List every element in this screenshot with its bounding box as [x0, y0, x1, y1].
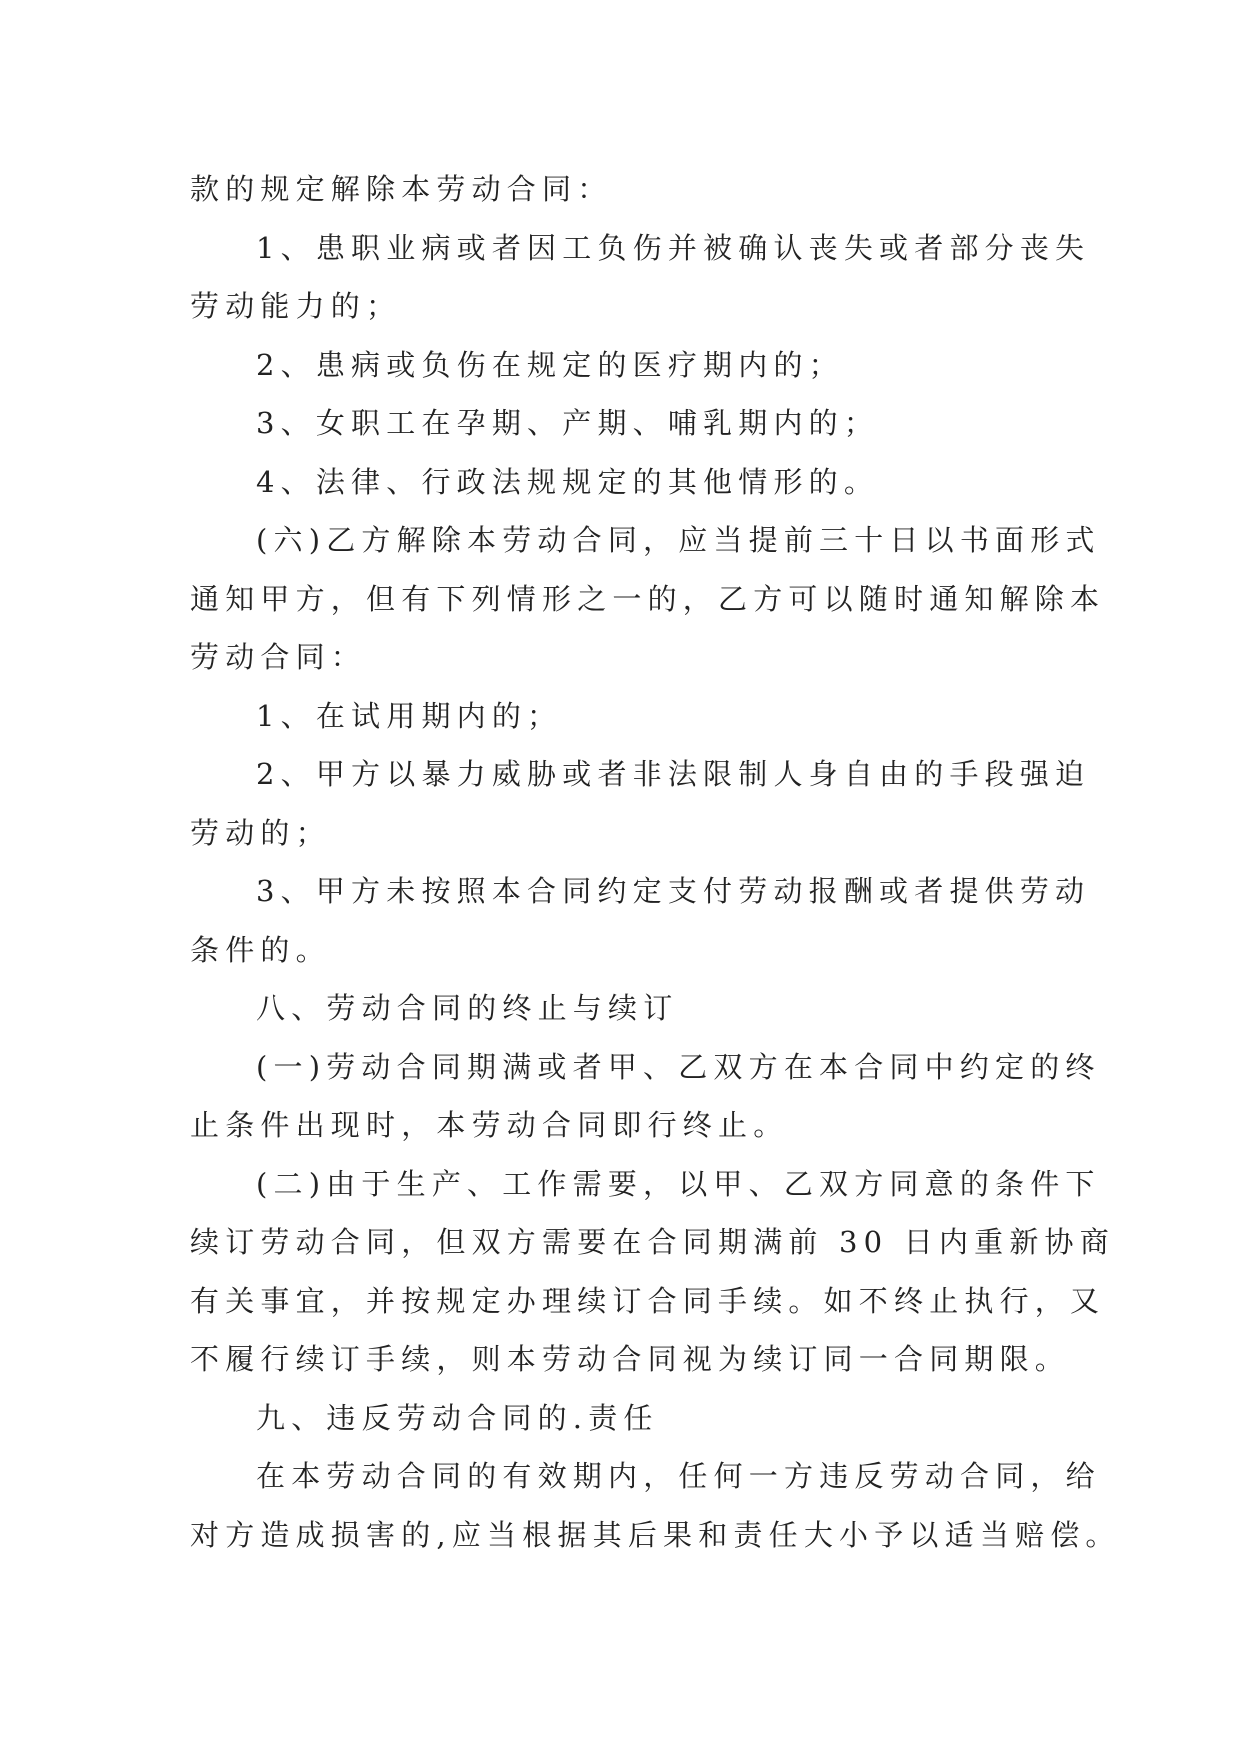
text-line: (一)劳动合同期满或者甲、乙双方在本合同中约定的终 [256, 1049, 1101, 1084]
text-line: (二)由于生产、工作需要，以甲、乙双方同意的条件下 [256, 1166, 1101, 1201]
text-line: 2、甲方以暴力威胁或者非法限制人身自由的手段强迫 [256, 757, 1091, 791]
text-line: 劳动能力的； [190, 289, 402, 323]
text-line: 款的规定解除本劳动合同： [190, 172, 613, 206]
text-line: 4、法律、行政法规规定的其他情形的。 [256, 464, 880, 499]
text-line: 通知甲方，但有下列情形之一的，乙方可以随时通知解除本 [190, 581, 1106, 616]
text-line: 在本劳动合同的有效期内，任何一方违反劳动合同，给 [256, 1459, 1101, 1493]
text-line: 1、在试用期内的； [256, 698, 563, 733]
text-line: 止条件出现时，本劳动合同即行终止。 [190, 1108, 789, 1142]
text-line: 劳动的； [190, 815, 331, 850]
text-line: 劳动合同： [190, 640, 367, 674]
section-heading: 九、违反劳动合同的.责任 [256, 1400, 659, 1435]
text-line: 不履行续订手续，则本劳动合同视为续订同一合同期限。 [190, 1342, 1071, 1376]
document-body [190, 160, 1121, 1564]
text-line: 续订劳动合同，但双方需要在合同期满前 30 日内重新协商 [190, 1225, 1115, 1259]
section-heading: 八、劳动合同的终止与续订 [256, 991, 679, 1025]
text-line: 3、女职工在孕期、产期、哺乳期内的； [256, 406, 880, 440]
text-line: 对方造成损害的,应当根据其后果和责任大小予以适当赔偿。 [190, 1517, 1121, 1552]
text-line: 有关事宜，并按规定办理续订合同手续。如不终止执行，又 [190, 1283, 1106, 1318]
text-line: (六)乙方解除本劳动合同，应当提前三十日以书面形式 [256, 523, 1101, 557]
text-line: 2、患病或负伤在规定的医疗期内的； [256, 347, 844, 382]
text-line: 1、患职业病或者因工负伤并被确认丧失或者部分丧失 [256, 230, 1091, 265]
text-line: 3、甲方未按照本合同约定支付劳动报酬或者提供劳动 [256, 874, 1091, 908]
text-line: 条件的。 [190, 932, 331, 967]
